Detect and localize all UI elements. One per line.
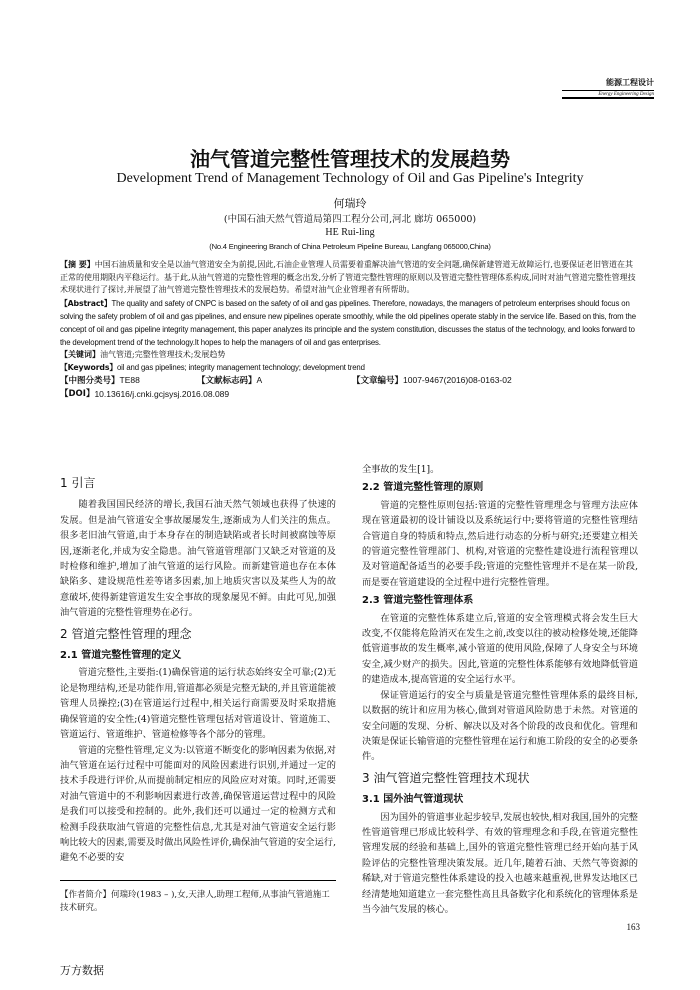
right-column xyxy=(362,462,638,917)
page-number: 163 xyxy=(626,922,640,932)
section-2-2-paragraph: 管道的完整性原则包括:管道的完整性管理理念与管理方法应体现在管道最初的设计铺设以及系统运行中;要将管道的完整性管理结合管道自身的特质和特点,然后进行动态的分析与研究;还要建立相关的管道完整性管理部门、机构,对管道的完整性建设进行流程管理以及对管道配备适当的必要手段;管道的完整性管理并不是在某一阶段,而是要在管道建设的全过程中进行完整性管理。 xyxy=(362,499,638,588)
author-cn: 何瑞玲 xyxy=(333,197,367,210)
doi-row xyxy=(60,388,640,401)
section-2-1-paragraph-1: 管道完整性,主要指:(1)确保管道的运行状态始终安全可靠;(2)无论是物理结构,还是功能作用,管道都必须是完整无缺的,并且管道能被管理人员操控;(3)在管道运行过程中,相关运行商需要及时采取措施确保管道的安全性;(4)管道完整性管理包括对管道设计、管道施工、管道运行、管道维护、管道检修等各个部分的管理。 xyxy=(60,667,336,741)
section-2-3-paragraph-1: 在管道的完整性体系建立后,管道的安全管理模式将会发生巨大改变,不仅能将危险消灭在发生之前,改变以往的被动检修处境,还能降低管道事故的发生概率,减小管道的使用风险,保障了人身安全与环境安全,减少财产的损失。因此,管道的完整性体系能够有效地降低管道的建造成本,提高管道的安全运行水平。 xyxy=(362,612,638,686)
abstract-cn xyxy=(60,259,640,297)
keywords-en-label: 【Keywords】 xyxy=(60,363,117,372)
section-3-1-paragraph: 因为国外的管道事业起步较早,发展也较快,相对我国,国外的完整性管道管理已形成比较科学、有效的管理理念和手段,在管道完整性管理发展的经验和基础上,国外的管道完整性管理已经开始向基于风险评估的完整性管理决策发展。近几年,随着石油、天然气等资源的稀缺,对于管道完整性体系建设的投入也越来越重视,世界发达地区已经清楚地知道建立一套完整性高且具备数字化和系统化的管理体系是当今油气发展的核心。 xyxy=(362,811,638,915)
keywords-cn-label: 【关键词】 xyxy=(60,349,100,359)
abstract-block xyxy=(60,259,640,400)
section-2-2-title: 2.2 管道完整性管理的原则 xyxy=(362,482,484,494)
doi-label: 【DOI】 xyxy=(60,388,95,399)
keywords-en-text: oil and gas pipelines; integrity management technology; development trend xyxy=(117,363,365,372)
continued-text: 全事故的发生[1]。 xyxy=(362,464,440,475)
section-2-3-paragraph-2: 保证管道运行的安全与质量是管道完整性管理体系的最终目标,以数据的统计和应用为核心,做到对管道风险防患于未然。对管道的安全问题的发现、分析、解决以及对各个阶段的改良和优化。管理和决策是保证长输管道的完整性管理在运行和施工阶段的安全的必要条件。 xyxy=(362,689,638,763)
keywords-en xyxy=(60,361,640,374)
abstract-en-label: 【Abstract】 xyxy=(60,298,112,308)
section-3-1-title: 3.1 国外油气管道现状 xyxy=(362,794,464,806)
section-2-1-paragraph-2: 管道的完整性管理,定义为:以管道不断变化的影响因素为依据,对油气管道在运行过程中可能面对的风险因素进行识别,并通过一定的技术手段进行评价,从而提前制定相应的风险应对对策。同时,还需要对油气管道中的不利影响因素进行改善,确保管道运营过程中的风险是我们可以接受和控制的。此外,我们还可以通过一定的检测方式和检测手段获取油气管道的完整性信息,尤其是对油气管道安全运行影响比较大的因素,需要及时做出风险性评价,确保油气管道的安全运行,避免不必要的安 xyxy=(60,744,336,864)
left-column xyxy=(60,470,336,866)
section-1-title: 1 引言 xyxy=(60,476,96,490)
journal-name-cn: 能源工程设计 xyxy=(606,78,654,87)
doi-value: 10.13616/j.cnki.gcjsysj.2016.08.089 xyxy=(94,388,230,399)
keywords-cn-text: 油气管道;完整性管理技术;发展趋势 xyxy=(100,349,226,359)
header-rule xyxy=(562,97,654,99)
abstract-en xyxy=(60,297,640,349)
journal-header xyxy=(562,77,654,97)
title-en: Development Trend of Management Technology of Oil and Gas Pipeline's Integrity xyxy=(116,171,584,186)
doccode-label: 【文献标志码】 xyxy=(197,376,257,386)
author-footnote: 【作者简介】何瑞玲(1983 – ),女,天津人,助理工程师,从事油气管道施工技术研究。 xyxy=(60,880,336,915)
author-en: HE Rui-ling xyxy=(325,227,375,238)
abstract-en-text: The quality and safety of CNPC is based on the safety of oil and gas pipelines. Therefore, nowadays, the managers of petroleum enterprises should focus on solving the safety problem of oil and gas pipelines, and ensure new pipelines operate smoothly, while the old pipelines operate stably in the service life. Based on this, from the concept of oil and gas pipeline integrity management, this paper analyzes its principle and the system constitution, discusses the status of the technology, and looks forward to the development trend of the technology.It hopes to help the managers of oil and gas enterprises. xyxy=(60,298,636,347)
article-no-label: 【文章编号】 xyxy=(352,376,404,386)
clc-label: 【中图分类号】 xyxy=(60,376,120,386)
affiliation-cn: (中国石油天然气管道局第四工程分公司,河北 廊坊 065000) xyxy=(223,214,477,225)
abstract-cn-label: 【摘 要】 xyxy=(60,260,95,269)
section-2-title: 2 管道完整性管理的理念 xyxy=(60,626,192,641)
section-2-3-title: 2.3 管道完整性管理体系 xyxy=(362,595,474,607)
title-cn: 油气管道完整性管理技术的发展趋势 xyxy=(190,147,510,171)
doccode-value: A xyxy=(256,375,263,385)
section-3-title: 3 油气管道完整性管理技术现状 xyxy=(362,770,530,785)
section-1-paragraph: 随着我国国民经济的增长,我国石油天然气领域也获得了快速的发展。但是油气管道安全事故屡屡发生,逐渐成为人们关注的焦点。很多老旧油气管道,由于本身存在的制造缺陷或者长时间被腐蚀等原因,逐渐老化,并成为安全隐患。油气管道管理部门又缺乏对管道的及时检修和维护,增加了油气管道的运行风险。而新建管道也存在本体缺陷多、建设规范性差等诸多因素,加上地质灾害以及某些人为的故意破坏,使得新建管道发生安全事故的现象屡见不鲜。由此可见,加强油气管道的完整性管理势在必行。 xyxy=(60,499,336,619)
abstract-cn-text: 中国石油质量和安全是以油气管道安全为前提,因此,石油企业管理人员需要着重解决油气管道的安全问题,确保新建管道无故障运行,也要保证老旧管道在其正常的使用期限内平稳运行。基于此,从油气管道的完整性管理的概念出发,分析了管道完整性管理的原则以及管道完整性管理体系构成,同时对油气管道完整性管理技术现状进行了探讨,并展望了油气管道完整性管理技术的发展趋势。希望对油气企业管理者有所帮助。 xyxy=(60,260,636,294)
classification-row xyxy=(60,374,640,388)
keywords-cn xyxy=(60,349,640,362)
watermark: 万方数据 xyxy=(60,964,104,977)
affiliation-en: (No.4 Engineering Branch of China Petroleum Pipeline Bureau, Langfang 065000,China) xyxy=(209,242,491,251)
clc-value: TE88 xyxy=(119,375,140,385)
journal-name-en: Energy Engineering Design xyxy=(562,90,654,97)
section-2-1-title: 2.1 管道完整性管理的定义 xyxy=(60,650,182,662)
article-no-value: 1007-9467(2016)08-0163-02 xyxy=(403,375,512,385)
